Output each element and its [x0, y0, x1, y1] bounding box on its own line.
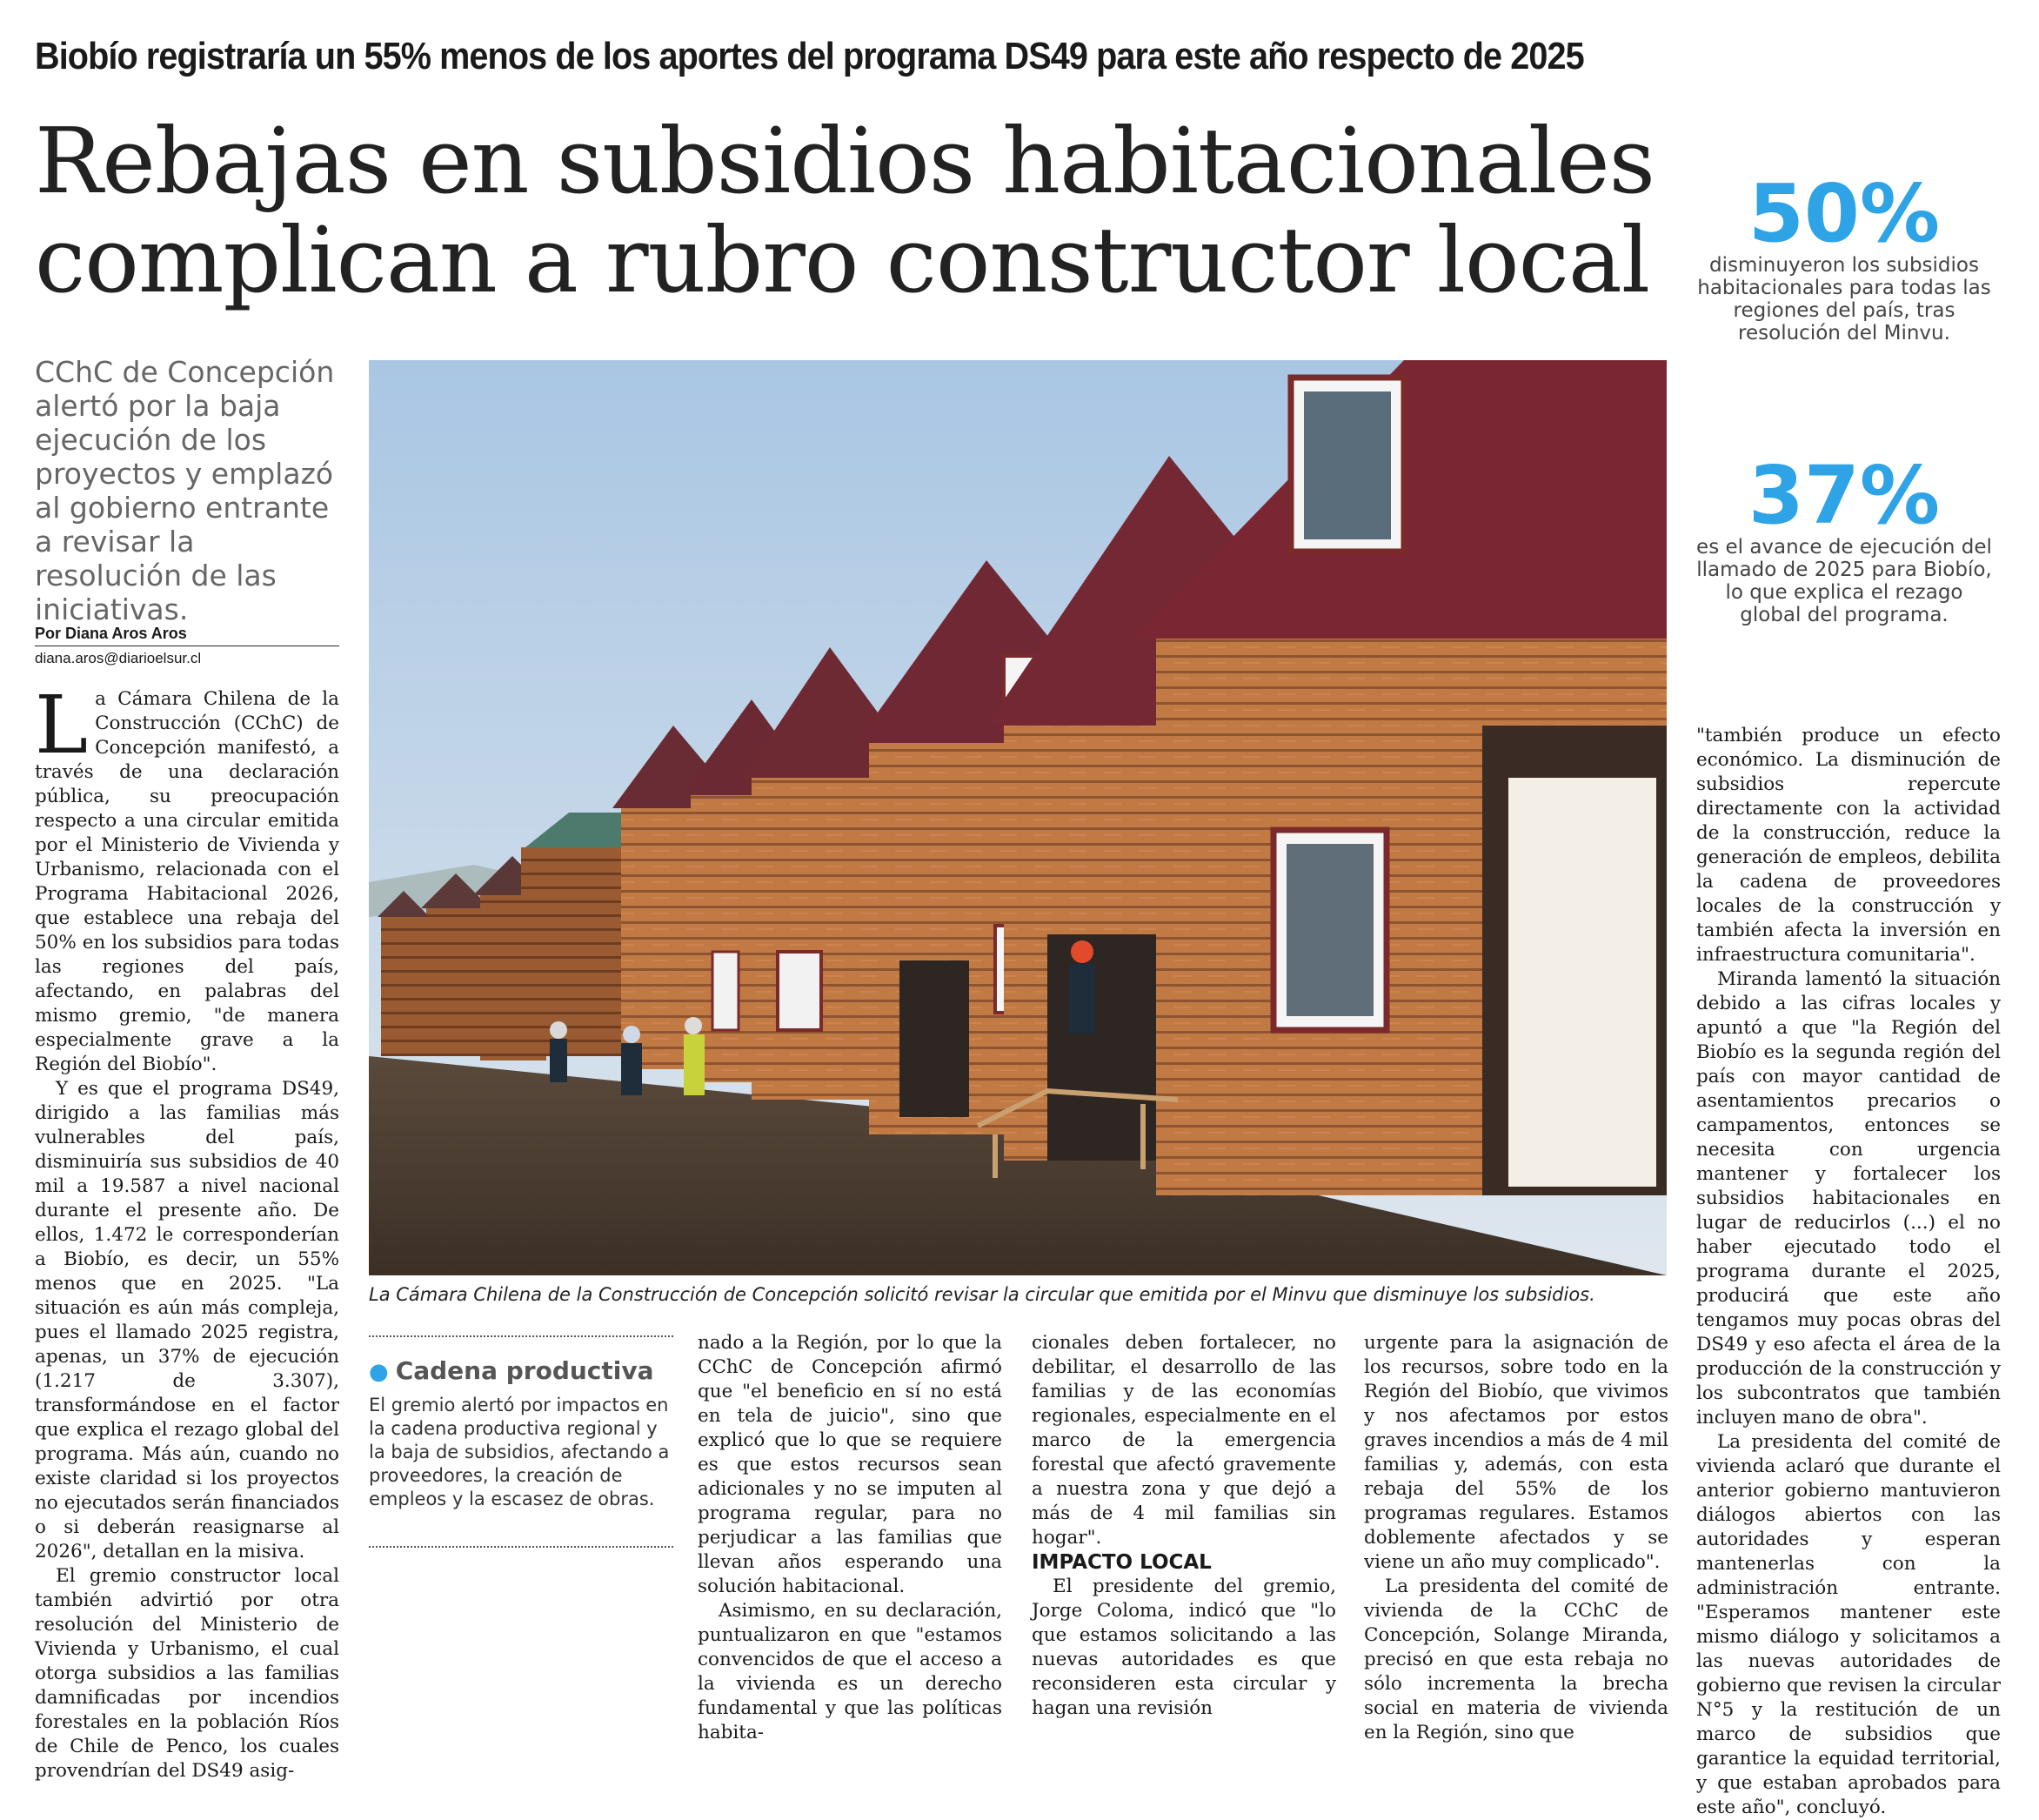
stat-value: 50%: [1748, 167, 1941, 260]
sidebar-top-rule: [369, 1335, 673, 1337]
stat-block-1: [1696, 167, 1992, 345]
stat-block-2: [1696, 449, 1992, 626]
paragraph-text: a Cámara Chilena de la Construcción (CChC) de Concepción manifestó, a través de una declaración pública, su preocupación respecto a una circular emitida por el Ministerio de Vivienda y Urbanismo, relacionada con el Programa Habitacional 2026, que establece una rebaja del 50% en los subsidios para todas las regiones del país, afectando, en palabras del mismo gremio, "de manera especialmente grave a la Región del Biobío".: [35, 688, 339, 1075]
sidebar-text: El gremio alertó por impactos en la cadena productiva regional y la baja de subsidios, afectando a proveedores, la creación de empleos y la escasez de obras.: [369, 1395, 670, 1509]
kicker-headline: Biobío registraría un 55% menos de los aportes del programa DS49 para este año respecto de 2025: [35, 35, 1584, 77]
body-column-3: [1032, 1331, 1336, 1721]
houses-photo-illustration: [369, 360, 1667, 1275]
body-column-1: [35, 679, 339, 1783]
section-subhead: IMPACTO LOCAL: [1032, 1551, 1212, 1574]
main-headline: [35, 108, 1688, 313]
drop-cap: L: [35, 679, 89, 772]
sidebar-title-text: Cadena productiva: [395, 1356, 654, 1385]
body-paragraph: La presidenta del comité de vivienda de la CChC de Concepción, Solange Miranda, precisó en que esta rebaja no sólo incrementa la brecha social en materia de vivienda en la Región, sino que: [1364, 1576, 1668, 1743]
bullet-icon: ●: [369, 1359, 389, 1385]
body-paragraph: urgente para la asignación de los recursos, sobre todo en la Región del Biobío, que vivimos y nos afectamos por estos graves incendios a más de 4 mil familias y, además, con esta rebaja del 55% de los programas regulares. Estamos doblemente afectados y se viene un año muy complicado".: [1364, 1332, 1668, 1573]
standfirst: CChC de Concepción alertó por la baja ejecución de los proyectos y emplazó al gobierno entrante a revisar la resolución de las iniciativas.: [35, 355, 335, 626]
article-photo: [369, 360, 1667, 1275]
body-paragraph: cionales deben fortalecer, no debilitar, el desarrollo de las familias y de las economías regionales, especialmente en el marco de la emergencia forestal que afectó gravemente a nuestra zona y que dejó a más de 4 mil familias sin hogar".: [1032, 1332, 1336, 1549]
body-column-2: [698, 1331, 1002, 1745]
author-name: Por Diana Aros Aros: [35, 625, 339, 646]
body-paragraph: La presidenta del comité de vivienda aclaró que durante el anterior gobierno mantuvieron diálogos abiertos con las autoridades y esperan mantenerlas con la administración entrante. "Esperamos mantener este mismo diálogo y solicitamos a las nuevas autoridades de gobierno que revisen la circular N°5 y la restitución de un marco de subsidios que garantice la equidad territorial, y que estaban aprobados para este año", concluyó.: [1696, 1431, 2001, 1818]
body-paragraph: [35, 679, 339, 1077]
byline: [35, 625, 339, 667]
stat-value: 37%: [1748, 449, 1941, 542]
stat-text: disminuyeron los subsidios habitacionales para todas las regiones del país, tras resolución del Minvu.: [1697, 254, 1991, 345]
body-paragraph: El gremio constructor local también advirtió por otra resolución del Ministerio de Vivienda y Urbanismo, el cual otorga subsidios a las familias damnificadas por incendios forestales en la población Ríos de Chile de Penco, los cuales provendrían del DS49 asig-: [35, 1565, 339, 1782]
body-paragraph: Miranda lamentó la situación debido a las cifras locales y apuntó a que "la Región del Biobío es la segunda región del país con mayor cantidad de asentamientos precarios o campamentos, entonces se necesita con urgencia mantener y fortalecer los subsidios habitacionales en lugar de reducirlos (...) el no haber ejecutado todo el programa durante el 2025, producirá que este año tengamos muy pocas obras del DS49 y eso afecta el área de la producción de la construcción y los subcontratos que también incluyen mano de obra".: [1696, 968, 2001, 1429]
headline-line-2: complican a rubro constructor local: [35, 207, 1650, 313]
body-column-4: [1364, 1331, 1668, 1745]
sidebar-bottom-rule: [369, 1546, 673, 1548]
photo-caption: La Cámara Chilena de la Construcción de Concepción solicitó revisar la circular que emitida por el Minvu que disminuye los subsidios.: [369, 1284, 1595, 1305]
sidebar-box: [369, 1335, 673, 1548]
body-column-5: [1696, 724, 2001, 1820]
body-paragraph: "también produce un efecto económico. La disminución de subsidios repercute directamente con la actividad de la construcción, reduce la generación de empleos, debilita la cadena de proveedores locales de la construcción y también afecta la inversión en infraestructura comunitaria".: [1696, 725, 2001, 966]
headline-line-1: Rebajas en subsidios habitacionales: [35, 108, 1655, 214]
body-paragraph: nado a la Región, por lo que la CChC de Concepción afirmó que "el beneficio en sí no está en tela de juicio", sino que explicó que lo que se requiere es que estos recursos sean adicionales y no se imputen al programa regular, para no perjudicar a las familias que llevan años esperando una solución habitacional.: [698, 1332, 1002, 1597]
sidebar-title: [369, 1356, 673, 1385]
author-email: diana.aros@diarioelsur.cl: [35, 650, 202, 666]
body-paragraph: El presidente del gremio, Jorge Coloma, indicó que "lo que estamos solicitando a las nuevas autoridades es que reconsideren esta circular y hagan una revisión: [1032, 1576, 1336, 1719]
stat-text: es el avance de ejecución del llamado de 2025 para Biobío, lo que explica el rezago global del programa.: [1696, 536, 1992, 626]
body-paragraph: Asimismo, en su declaración, puntualizaron en que "estamos convencidos de que el acceso a la vivienda es un derecho fundamental y que las políticas habita-: [698, 1600, 1002, 1743]
body-paragraph: Y es que el programa DS49, dirigido a las familias más vulnerables del país, disminuiría sus subsidios de 40 mil a 19.587 a nivel nacional durante el presente año. De ellos, 1.472 le corresponderían a Biobío, es decir, un 55% menos que en 2025. "La situación es aún más compleja, pues el llamado 2025 registra, apenas, un 37% de ejecución (1.217 de 3.307), transformándose en el factor que explica el rezago global del programa. Más aún, cuando no existe claridad si los proyectos no ejecutados serán financiados o si deberán reasignarse al 2026", detallan en la misiva.: [35, 1078, 339, 1562]
